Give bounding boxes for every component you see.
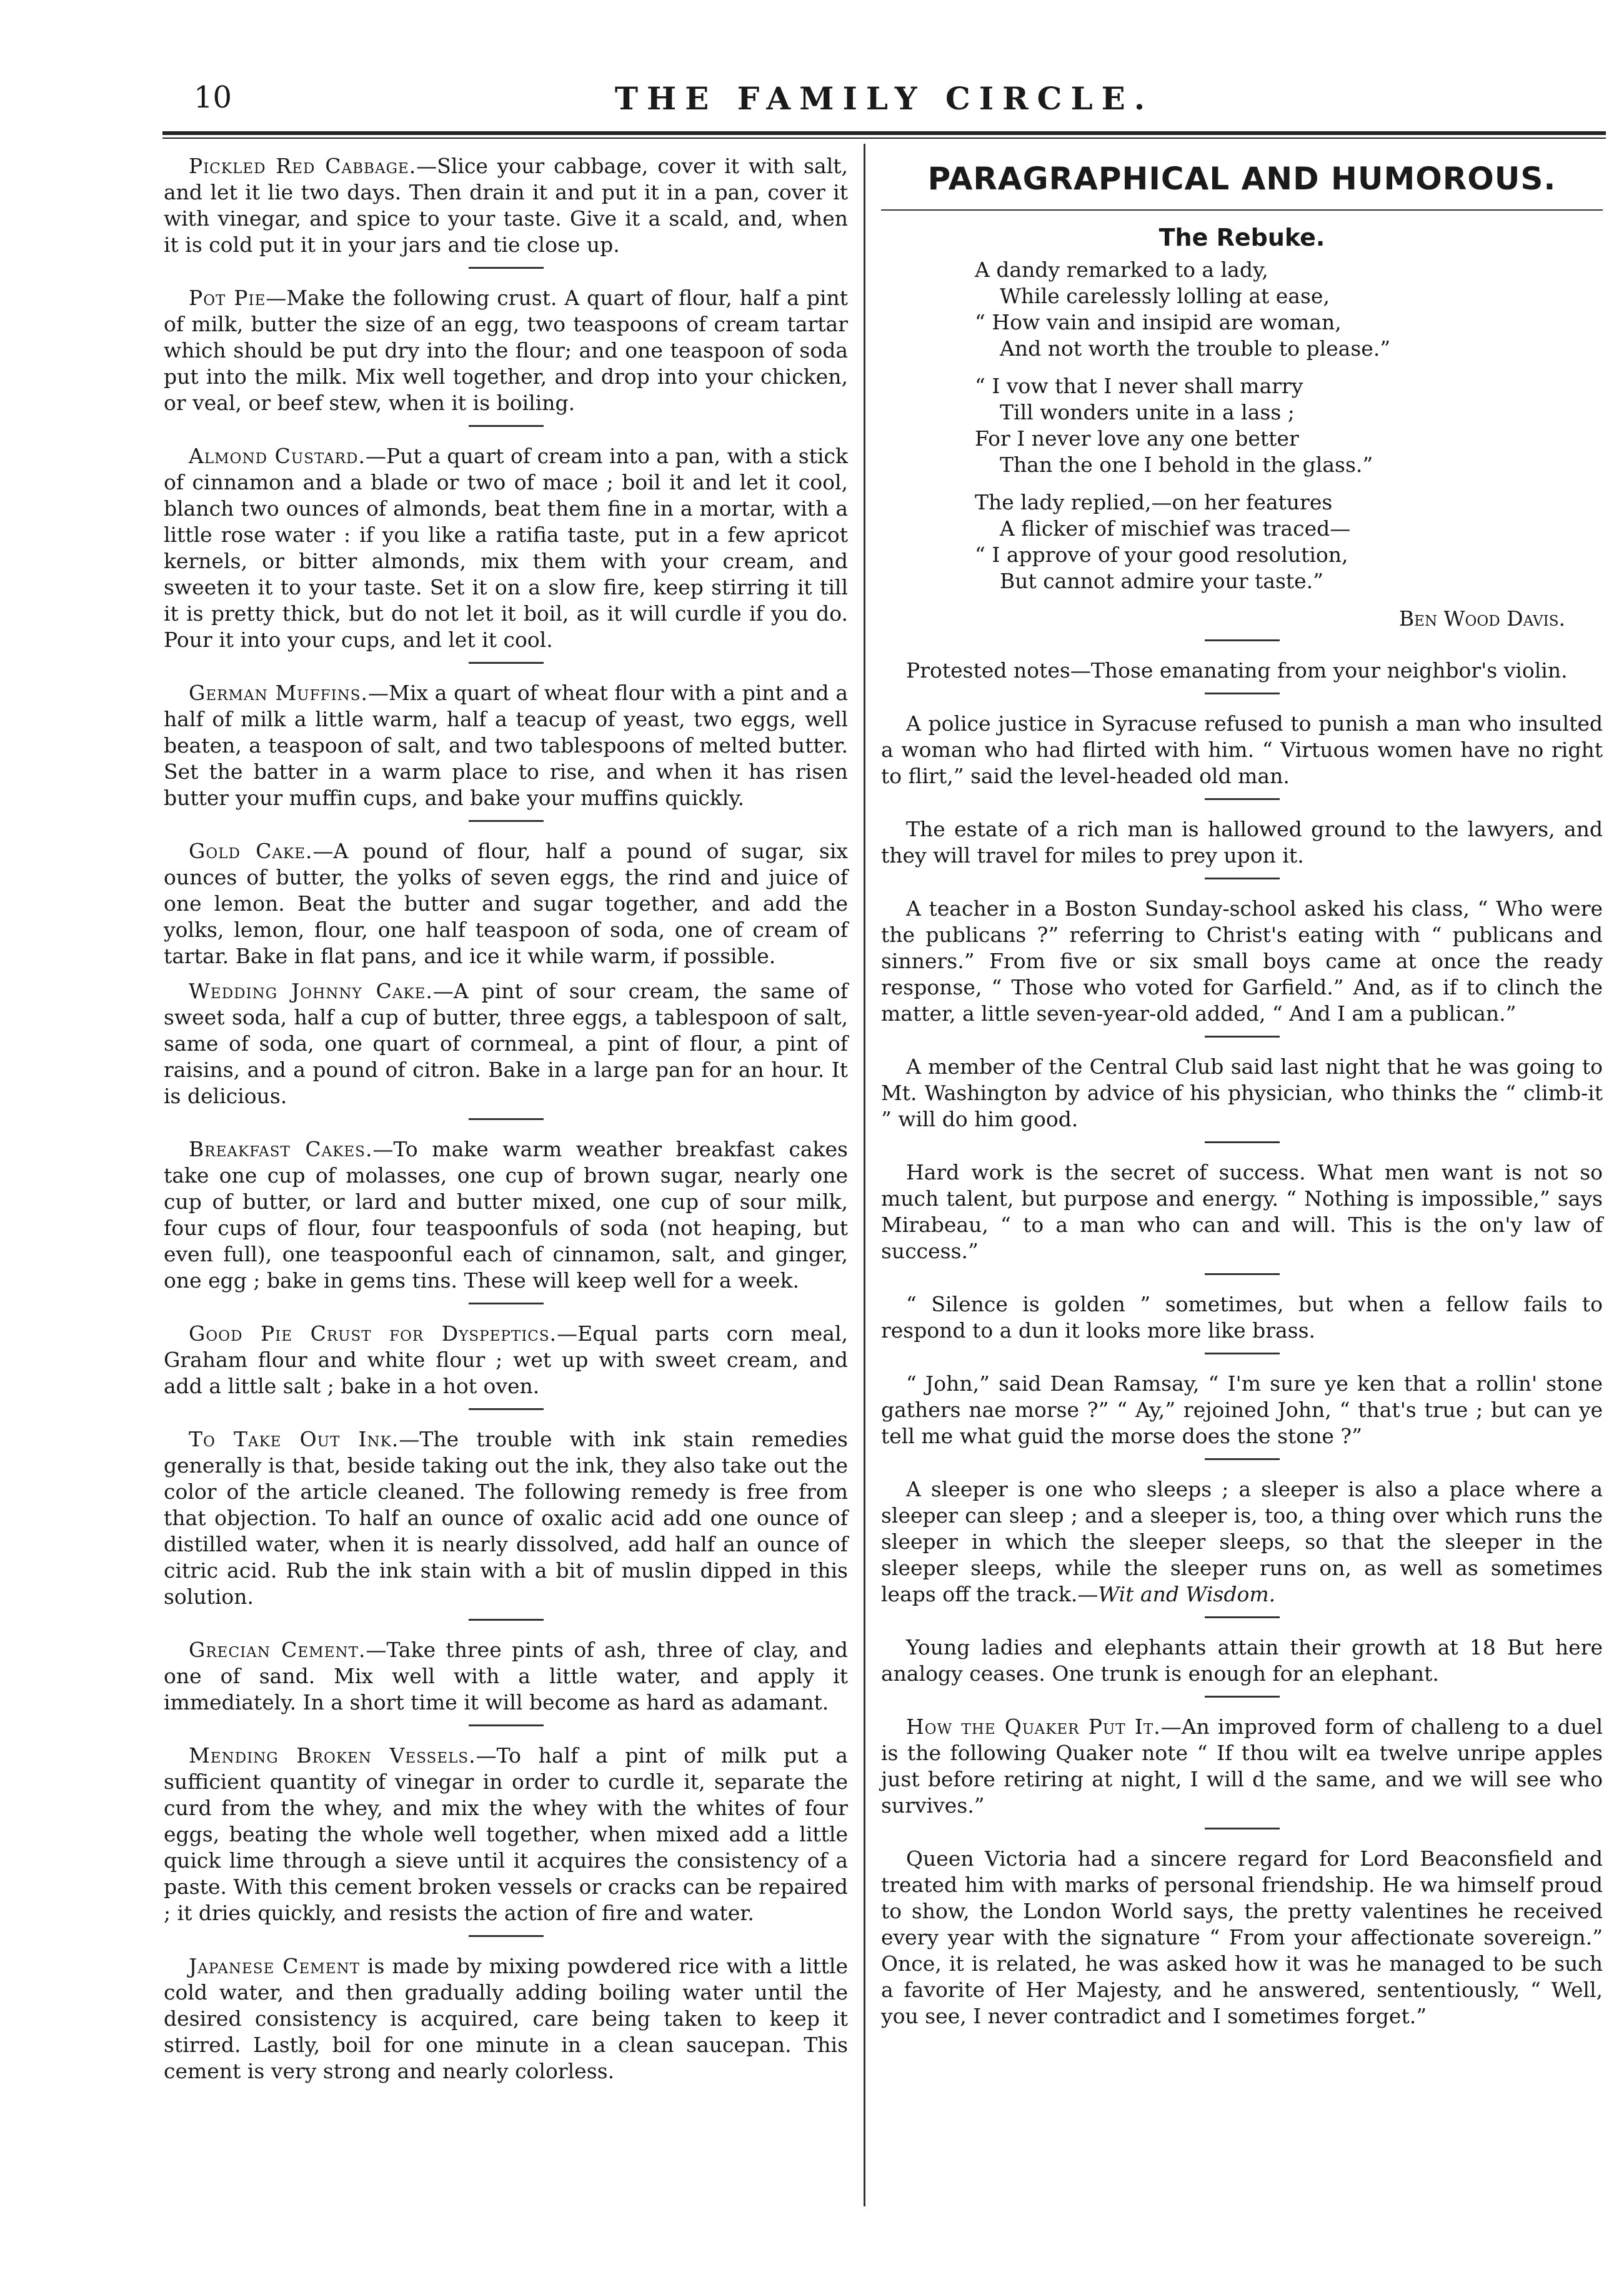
recipe-paragraph (164, 1136, 848, 1294)
recipe-heading: To Take Out Ink. (189, 1427, 399, 1451)
recipe-heading: Japanese Cement (189, 1954, 361, 1978)
poem-line: Than the one I behold in the glass.” (1000, 453, 1373, 477)
separator (469, 820, 544, 822)
recipe-paragraph (164, 443, 848, 653)
poem-line: But cannot admire your taste.” (1000, 569, 1324, 593)
separator (469, 425, 544, 427)
separator (469, 1619, 544, 1621)
poem-stanza (975, 257, 1603, 362)
recipe-body: —A pint of sour cream, the same of sweet soda, half a cup of butter, three eggs, a tablespoon of salt, same of soda, one quart of cornmeal, a pint of flour, a pint of raisins, and a pound of citron. Bake in a large pan for an hour. It is delicious. (164, 979, 848, 1108)
recipe-heading: Breakfast Cakes. (189, 1137, 373, 1161)
poem-stanza (975, 489, 1603, 594)
page-number: 10 (194, 80, 232, 115)
recipe-heading: Almond Custard. (189, 444, 366, 468)
separator (1205, 639, 1280, 641)
recipe-paragraph (164, 978, 848, 1109)
poem-line: A flicker of mischief was traced— (1000, 516, 1351, 541)
poem-line: “ I approve of your good resolution, (975, 543, 1348, 567)
separator (1205, 1696, 1280, 1698)
humor-item-quaker (881, 1714, 1603, 1819)
recipe-paragraph (164, 1743, 848, 1926)
separator (469, 1303, 544, 1304)
separator (1205, 798, 1280, 800)
recipe-body: —Take three pints of ash, three of clay, and one of sand. Mix well with a little water, and apply it immediately. In a short time it will become as hard as adamant. (164, 1638, 849, 1714)
poem-line: And not worth the trouble to please.” (1000, 336, 1391, 361)
separator (1205, 1828, 1280, 1829)
separator (469, 662, 544, 664)
humor-item: The estate of a rich man is hallowed ground to the lawyers, and they will travel for miles to prey upon it. (881, 817, 1603, 868)
recipe-heading: Pickled Red Cabbage. (189, 154, 417, 178)
recipe-heading: Gold Cake. (189, 839, 313, 863)
poem-line: Till wonders unite in a lass ; (1000, 400, 1295, 424)
separator (469, 1408, 544, 1410)
recipe-heading: Wedding Johnny Cake. (189, 979, 433, 1003)
recipe-body: —A pound of flour, half a pound of sugar, six ounces of butter, the yolks of seven eggs, the rind and juice of one lemon. Beat the butter and sugar together, and add the yolks, lemon, flour, one half teaspoon of soda, one of cream of tartar. Bake in flat pans, and ice it while warm, if possible. (164, 839, 848, 968)
humor-item: Queen Victoria had a sincere regard for Lord Beaconsfield and treated him with marks of personal friendship. He wa himself proud to show, the London World says, the pretty valentines he received every year with the signature “ From your affectionate sovereign.” Once, it is related, he was asked how it was he managed to be such a favorite of Her Majesty, and he answered, sententiously, “ Well, you see, I never contradict and I sometimes forget.” (881, 1846, 1603, 2028)
humor-item: A member of the Central Club said last night that he was going to Mt. Washington by advice of his physician, who thinks the “ climb-it ” will do him good. (881, 1054, 1603, 1131)
running-title: THE FAMILY CIRCLE. (614, 80, 1154, 117)
recipe-paragraph (164, 838, 848, 969)
column-divider (864, 144, 865, 2206)
recipe-body: —To half a pint of milk put a sufficient quantity of vinegar in order to curdle it, separate the curd from the whey, and mix the whey with the whites of four eggs, beating the whole well together, when mixed add a little quick lime through a sieve until it acquires the consistency of a paste. With this cement broken vessels or cracks can be repaired ; it dries quickly, and resists the action of fire and water. (164, 1743, 848, 1925)
humor-item: Hard work is the secret of success. What men want is not so much talent, but purpose and energy. “ Nothing is impossible,” says Mirabeau, “ to a man who can and will. This is the on'y law of success.” (881, 1160, 1603, 1263)
recipe-heading: Pot Pie (189, 286, 266, 310)
humor-item: Young ladies and elephants attain their growth at 18 But here analogy ceases. One trunk is enough for an elephant. (881, 1635, 1603, 1686)
separator (1205, 1141, 1280, 1143)
humor-item: “ Silence is golden ” sometimes, but when a fellow fails to respond to a dun it looks more like brass. (881, 1292, 1603, 1343)
source-credit: Wit and Wisdom. (1098, 1582, 1276, 1606)
humor-item: Protested notes—Those emanating from your neighbor's violin. (906, 658, 1568, 683)
poem-title: The Rebuke. (1158, 224, 1325, 251)
recipe-paragraph (164, 285, 848, 416)
poem-stanza (975, 373, 1603, 478)
humor-item-sleeper (881, 1476, 1603, 1608)
recipe-body: —The trouble with ink stain remedies generally is that, beside taking out the ink, they also take out the color of the article cleaned. The following remedy is free from that objection. To half an ounce of oxalic acid add one ounce of distilled water, when it is nearly dissolved, add half an ounce of citric acid. Rub the ink stain with a bit of muslin dipped in this solution. (164, 1427, 848, 1609)
recipe-body: —Put a quart of cream into a pan, with a stick of cinnamon and a blade or two of mace ; boil it and let it cool, blanch two ounces of almonds, beat them fine in a mortar, with a little rose water : if you like a ratifia taste, put in a few apricot kernels, or bitter almonds, mix them with your cream, and sweeten it to your taste. Set it on a slow fire, keep stirring it till it is pretty thick, but do not let it boil, as it will curdle if you do. Pour it into your cups, and let it cool. (164, 444, 848, 652)
poem-author: Ben Wood Davis. (1398, 606, 1565, 631)
separator (1205, 1036, 1280, 1038)
recipe-heading: Mending Broken Vessels. (189, 1743, 476, 1768)
recipe-paragraph (164, 1637, 848, 1716)
recipe-paragraph (164, 1953, 848, 2084)
recipe-body: —Equal parts corn meal, Graham flour and white flour ; wet up with sweet cream, and add a little salt ; bake in a hot oven. (164, 1321, 848, 1398)
recipe-paragraph (164, 680, 848, 811)
recipe-body: —Make the following crust. A quart of flour, half a pint of milk, butter the size of an egg, two teaspoons of cream tartar which should be put dry into the flour; and one teaspoon of soda put into the milk. Mix well together, and drop into your chicken, or veal, or beef stew, when it is boiling. (164, 286, 848, 415)
recipe-body: —Slice your cabbage, cover it with salt, and let it lie two days. Then drain it and put it in a pan, cover it with vinegar, and spice to your taste. Give it a scald, and, when it is cold put it in your jars and tie close up. (164, 154, 848, 257)
poem-line: While carelessly lolling at ease, (1000, 284, 1330, 308)
header-rule-thin (162, 138, 1606, 139)
separator (469, 267, 544, 269)
separator (469, 1118, 544, 1120)
recipe-body: is made by mixing powdered rice with a little cold water, and then gradually adding boiling water until the desired consistency is acquired, care being taken to keep it stirred. Lastly, boil for one minute in a clean saucepan. This cement is very strong and nearly colorless. (164, 1954, 848, 2083)
poem-line: The lady replied,—on her features (975, 490, 1333, 514)
recipe-body: —To make warm weather breakfast cakes take one cup of molasses, one cup of brown sugar, nearly one cup of butter, or lard and butter mixed, one cup of sour milk, four cups of flour, four teaspoonfuls of soda (not heaping, but even full), one teaspoonful each of cinnamon, salt, and ginger, one egg ; bake in gems tins. These will keep well for a week. (164, 1137, 848, 1293)
header-rule (162, 131, 1606, 135)
page-header (162, 80, 1606, 125)
humor-item-text: A sleeper is one who sleeps ; a sleeper is also a place where a sleeper can sleep ; and a sleeper is, too, a thing over which runs the sleeper in which the sleeper sleeps, so that the sleeper in the sleeper sleeps, while the sleeper runs on, as well as sometimes leaps off the track.— (881, 1477, 1603, 1606)
separator (469, 1935, 544, 1937)
recipe-paragraph (164, 153, 848, 258)
humor-item: “ John,” said Dean Ramsay, “ I'm sure ye ken that a rollin' stone gathers nae morse ?” “ Ay,” rejoined John, “ that's true ; but can ye tell me what guid the morse does the stone ?” (881, 1371, 1603, 1448)
separator (1205, 1353, 1280, 1354)
humor-item: A teacher in a Boston Sunday-school asked his class, “ Who were the publicans ?” referring to Christ's eating with “ publicans and sinners.” From five or six small boys came at once the ready response, “ Those who voted for Garfield.” And, as if to clinch the matter, a little seven-year-old added, “ And I am a publican.” (881, 896, 1603, 1026)
recipe-heading: Grecian Cement. (189, 1638, 366, 1662)
separator (1205, 693, 1280, 694)
item-heading: How the Quaker Put It. (906, 1714, 1161, 1739)
humor-item-text: —An improved form of challeng to a duel is the following Quaker note “ If thou wilt ea twelve unripe apples just before retiring at night, I will d the same, and we will see who survives.” (881, 1714, 1603, 1818)
section-rule (881, 209, 1603, 211)
poem-line: A dandy remarked to a lady, (975, 258, 1268, 282)
separator (1205, 1616, 1280, 1618)
right-column (881, 153, 1603, 2038)
poem-line: “ How vain and insipid are woman, (975, 310, 1342, 334)
humor-item: A police justice in Syracuse refused to punish a man who insulted a woman who had flirted with him. “ Virtuous women have no right to flirt,” said the level-headed old man. (881, 711, 1603, 788)
poem-line: “ I vow that I never shall marry (975, 374, 1303, 398)
recipe-body: —Mix a quart of wheat flour with a pint and a half of milk a little warm, half a teacup of yeast, two eggs, well beaten, a teaspoon of salt, and two tablespoons of melted butter. Set the batter in a warm place to rise, and when it has risen butter your muffin cups, and bake your muffins quickly. (164, 681, 848, 810)
separator (1205, 1273, 1280, 1275)
separator (469, 1724, 544, 1726)
recipe-heading: Good Pie Crust for Dyspeptics. (189, 1321, 557, 1346)
left-column (164, 153, 848, 2093)
separator (1205, 878, 1280, 879)
recipe-heading: German Muffins. (189, 681, 369, 705)
section-title: PARAGRAPHICAL AND HUMOROUS. (927, 161, 1557, 197)
recipe-paragraph (164, 1321, 848, 1399)
separator (1205, 1458, 1280, 1460)
poem-line: For I never love any one better (975, 426, 1299, 451)
recipe-paragraph (164, 1426, 848, 1610)
